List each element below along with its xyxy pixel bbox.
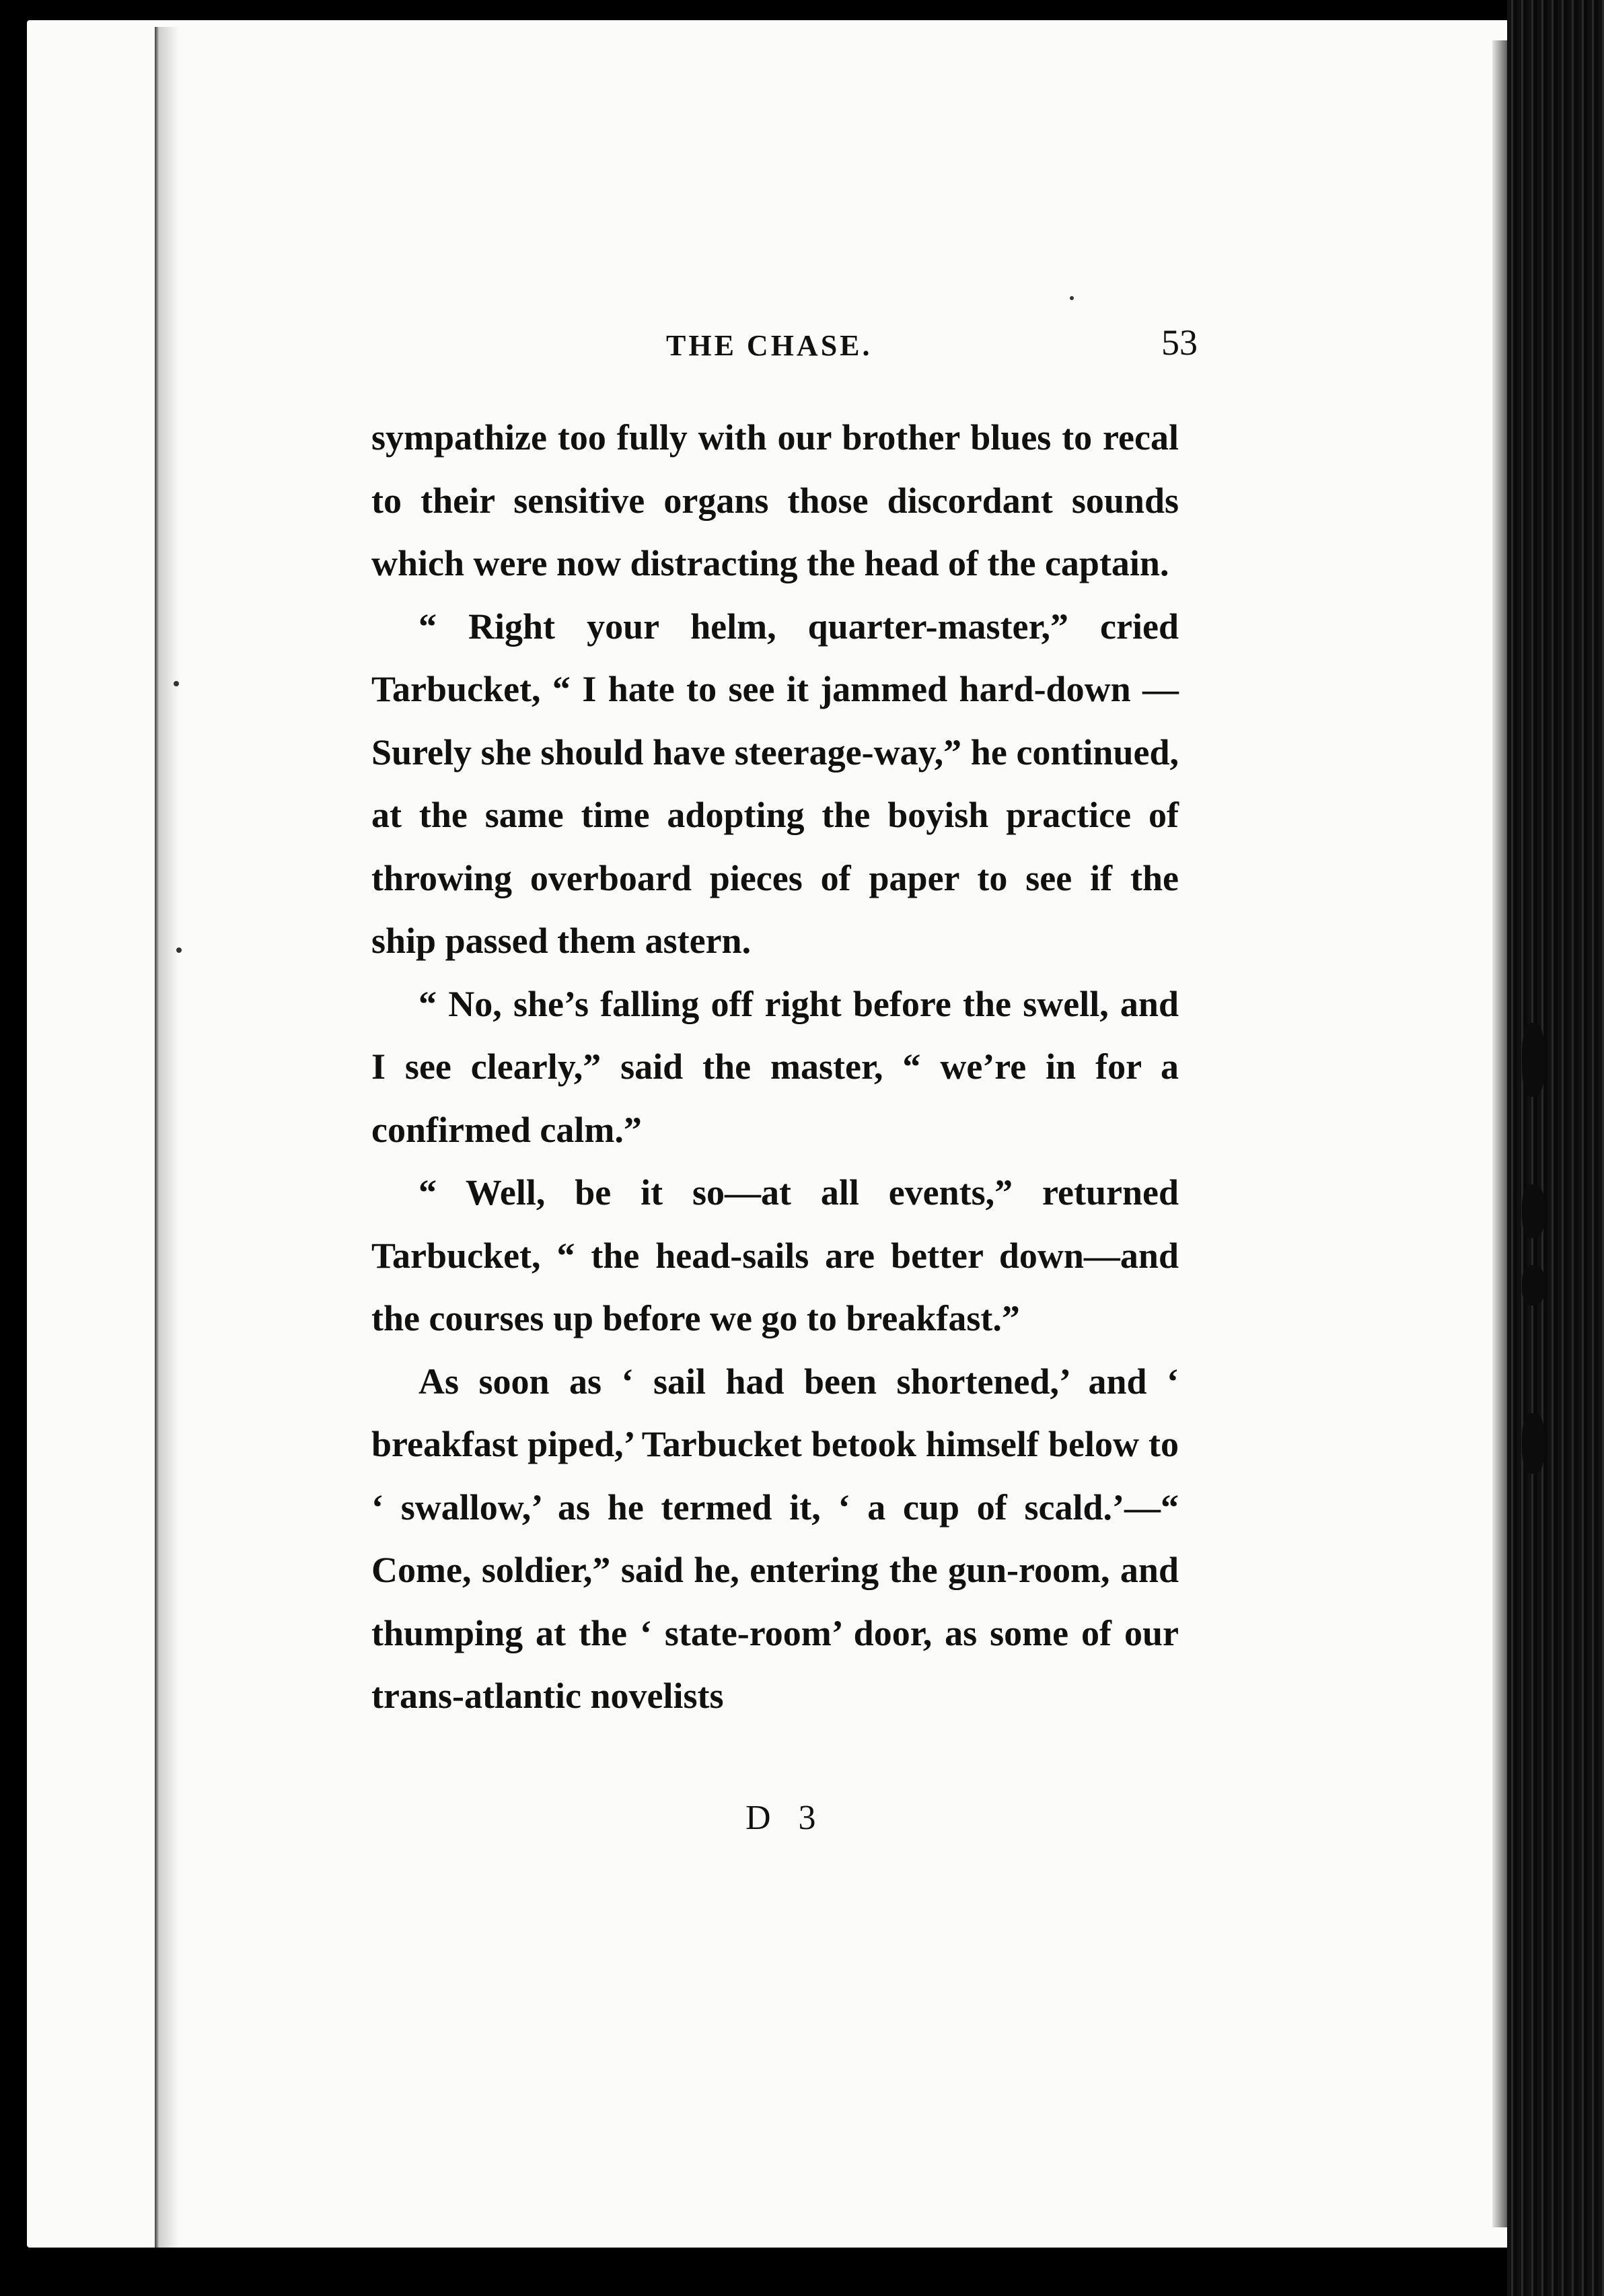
running-head	[363, 322, 1198, 375]
paragraph: As soon as ‘ sail had been shortened,’ and ‘ breakfast piped,’ Tarbucket betook himself below to ‘ swallow,’ as he termed it, ‘ a cup of scald.’—“ Come, soldier,” said he, entering the gun-room, and thumping at the ‘ state-room’ door, as some of our trans-atlantic novelists	[371, 1361, 1179, 1716]
signature-mark: D 3	[745, 1799, 826, 1837]
binding-mark	[1522, 1413, 1545, 1474]
paragraph: sympathize too fully with our brother blues to recal to their sensitive organs those discordant sounds which were now distracting the head of the captain.	[371, 417, 1179, 583]
paragraph: “ Well, be it so—at all events,” returned Tarbucket, “ the head-sails are better down—and the courses up before we go to breakfast.”	[371, 1172, 1179, 1338]
running-title: THE CHASE.	[666, 329, 873, 362]
page-number: 53	[1161, 322, 1198, 363]
gutter-shadow	[159, 27, 179, 2248]
binding-mark	[1522, 1184, 1545, 1238]
body-text	[371, 406, 1179, 1728]
binding-mark	[1522, 1265, 1545, 1305]
binding-mark	[1522, 1023, 1545, 1097]
paper-speck	[1070, 296, 1074, 300]
paper-speck	[176, 947, 182, 953]
book-edge	[1507, 0, 1604, 2296]
paragraph: “ Right your helm, quarter-master,” cried Tarbucket, “ I hate to see it jammed hard-down —Surely she should have steerage-way,” he continued, at the same time adopting the boyish practice of throwing overboard pieces of paper to see if the ship passed them astern.	[371, 606, 1179, 961]
paper-speck	[174, 681, 179, 686]
paragraph: “ No, she’s falling off right before the swell, and I see clearly,” said the master, “ we’re in for a confirmed calm.”	[371, 983, 1179, 1150]
